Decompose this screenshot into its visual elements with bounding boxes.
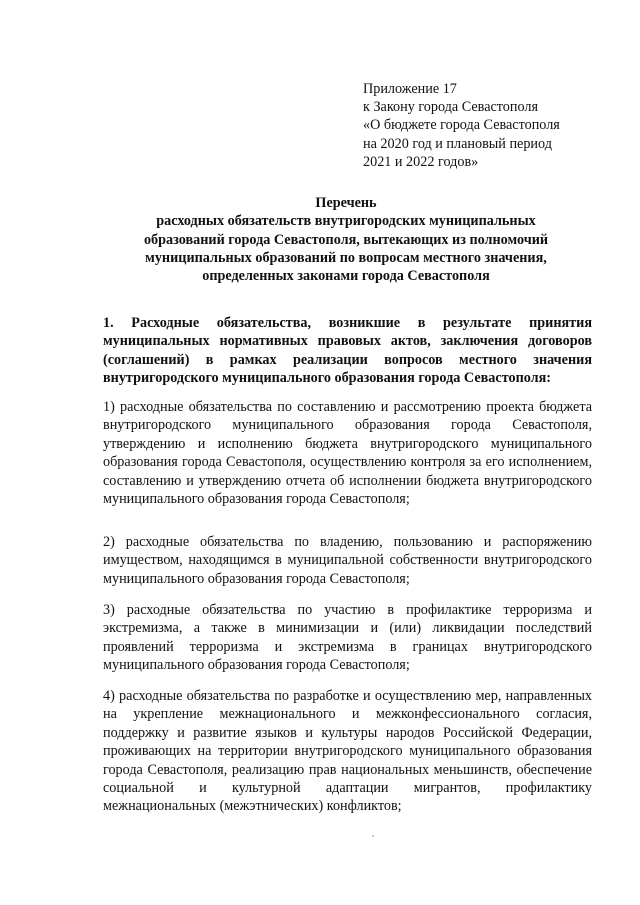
document-title	[100, 194, 592, 285]
list-item: 4) расходные обязательства по разработке и осуществлению мер, направленных на укрепление межнационального и межконфессионального согласия, поддержку и развитие языков и культуры народов Российской Федерации, проживающих на территории внутригородского муниципального образования города Севастополя, реализацию прав национальных меньшинств, обеспечение социальной и культурной адаптации мигрантов, профилактику межнациональных (межэтнических) конфликтов;	[103, 688, 592, 815]
title-line: расходных обязательств внутригородских муниципальных	[156, 213, 536, 230]
appendix-line: «О бюджете города Севастополя	[363, 117, 560, 134]
list-item: 1) расходные обязательства по составлению и рассмотрению проекта бюджета внутригородского муниципального образования города Севастополя, утверждению и исполнению бюджета внутригородского муниципального образования города Севастополя, осуществлению контроля за его исполнением, составлению и утверждению отчета об исполнении бюджета внутригородского муниципального образования города Севастополя;	[103, 399, 592, 508]
title-line: определенных законами города Севастополя	[202, 268, 490, 285]
list-item: 2) расходные обязательства по владению, пользованию и распоряжению имуществом, находящимся в муниципальной собственности внутригородского муниципального образования города Севастополя;	[103, 534, 592, 587]
appendix-line: Приложение 17	[363, 81, 457, 97]
title-line: муниципальных образований по вопросам местного значения,	[145, 249, 547, 266]
list-item: 3) расходные обязательства по участию в профилактике терроризма и экстремизма, а также в минимизации и (или) ликвидации последствий проявлений терроризма и экстремизма в границах внутригородского муниципального образования города Севастополя;	[103, 602, 592, 674]
appendix-line: к Закону города Севастополя	[363, 99, 538, 116]
title-line: Перечень	[315, 195, 377, 211]
title-line: образований города Севастополя, вытекающих из полномочий	[143, 231, 549, 248]
section-heading: 1. Расходные обязательства, возникшие в результате принятия муниципальных нормативных правовых актов, заключения договоров (соглашений) в рамках реализации вопросов местного значения внутригородского муниципального образования города Севастополя:	[103, 315, 592, 386]
scan-speck	[372, 835, 374, 837]
appendix-line: на 2020 год и плановый период	[363, 135, 552, 152]
appendix-line: 2021 и 2022 годов»	[363, 153, 479, 170]
appendix-header	[363, 80, 613, 171]
